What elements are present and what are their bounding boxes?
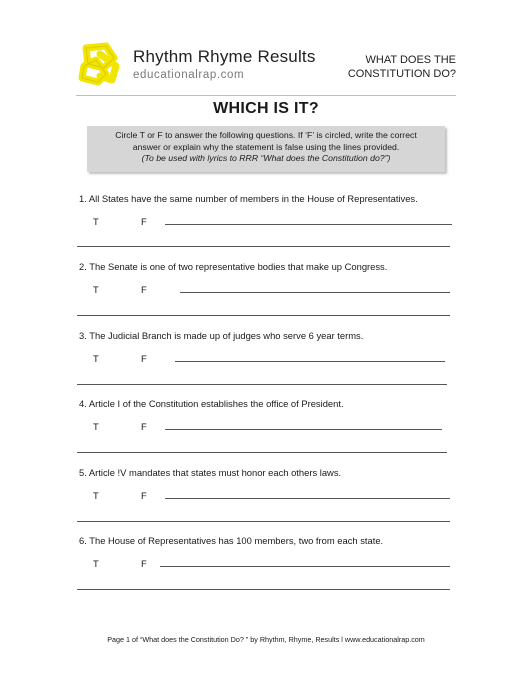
- question-3-extra-line[interactable]: [77, 384, 447, 385]
- question-5-extra-line[interactable]: [77, 521, 450, 522]
- document-title: [348, 53, 456, 81]
- document-title-line-2: CONSTITUTION DO?: [347, 68, 456, 80]
- question-1-true-option[interactable]: T: [93, 216, 99, 227]
- question-2-text: 2. The Senate is one of two representative bodies that make up Congress.: [79, 261, 388, 272]
- question-4-text: 4. Article I of the Constitution establishes the office of President.: [79, 398, 344, 409]
- document-title-line-1: WHAT DOES THE: [365, 54, 456, 66]
- question-2-false-option[interactable]: F: [141, 284, 147, 295]
- question-4-answer-line[interactable]: [165, 429, 442, 430]
- brand-url: educationalrap.com: [133, 69, 245, 81]
- instructions-line-2: answer or explain why the statement is false using the lines provided.: [132, 141, 400, 152]
- question-5-text: 5. Article !V mandates that states must honor each others laws.: [79, 467, 342, 478]
- question-3-false-option[interactable]: F: [141, 353, 147, 364]
- question-3-true-option[interactable]: T: [93, 353, 99, 364]
- question-2-true-option[interactable]: T: [93, 284, 99, 295]
- page-title: WHICH IS IT?: [213, 100, 319, 117]
- instructions-line-3: (To be used with lyrics to RRR “What does the Constitution do?”): [141, 153, 391, 163]
- question-2-answer-line[interactable]: [180, 292, 450, 293]
- question-6-text: 6. The House of Representatives has 100 members, two from each state.: [79, 535, 384, 546]
- question-1-text: 1. All States have the same number of members in the House of Representatives.: [79, 193, 418, 204]
- question-2-extra-line[interactable]: [77, 315, 450, 316]
- question-4-true-option[interactable]: T: [93, 421, 99, 432]
- header: [76, 40, 456, 90]
- header-divider: [76, 95, 456, 96]
- question-3-text: 3. The Judicial Branch is made up of judges who serve 6 year terms.: [79, 330, 364, 341]
- question-1-extra-line[interactable]: [77, 246, 450, 247]
- question-1-false-option[interactable]: F: [141, 216, 147, 227]
- question-6-answer-line[interactable]: [160, 566, 450, 567]
- page-footer: Page 1 of “What does the Constitution Do? ” by Rhythm, Rhyme, Results l www.educationalrap.com: [107, 635, 425, 644]
- question-6-true-option[interactable]: T: [93, 558, 99, 569]
- instructions-line-1: Circle T or F to answer the following questions. If ‘F’ is circled, write the correct: [115, 130, 417, 140]
- instructions-box: [87, 126, 445, 172]
- question-6-false-option[interactable]: F: [141, 558, 147, 569]
- question-5-false-option[interactable]: F: [141, 490, 147, 501]
- question-3-answer-line[interactable]: [175, 361, 445, 362]
- question-6-extra-line[interactable]: [77, 589, 450, 590]
- yellow-knot-logo-icon: [76, 40, 122, 86]
- question-1-answer-line[interactable]: [165, 224, 452, 225]
- question-4-false-option[interactable]: F: [141, 421, 147, 432]
- question-4-extra-line[interactable]: [77, 452, 447, 453]
- brand-name: Rhythm Rhyme Results: [133, 47, 316, 66]
- question-5-true-option[interactable]: T: [93, 490, 99, 501]
- question-5-answer-line[interactable]: [165, 498, 450, 499]
